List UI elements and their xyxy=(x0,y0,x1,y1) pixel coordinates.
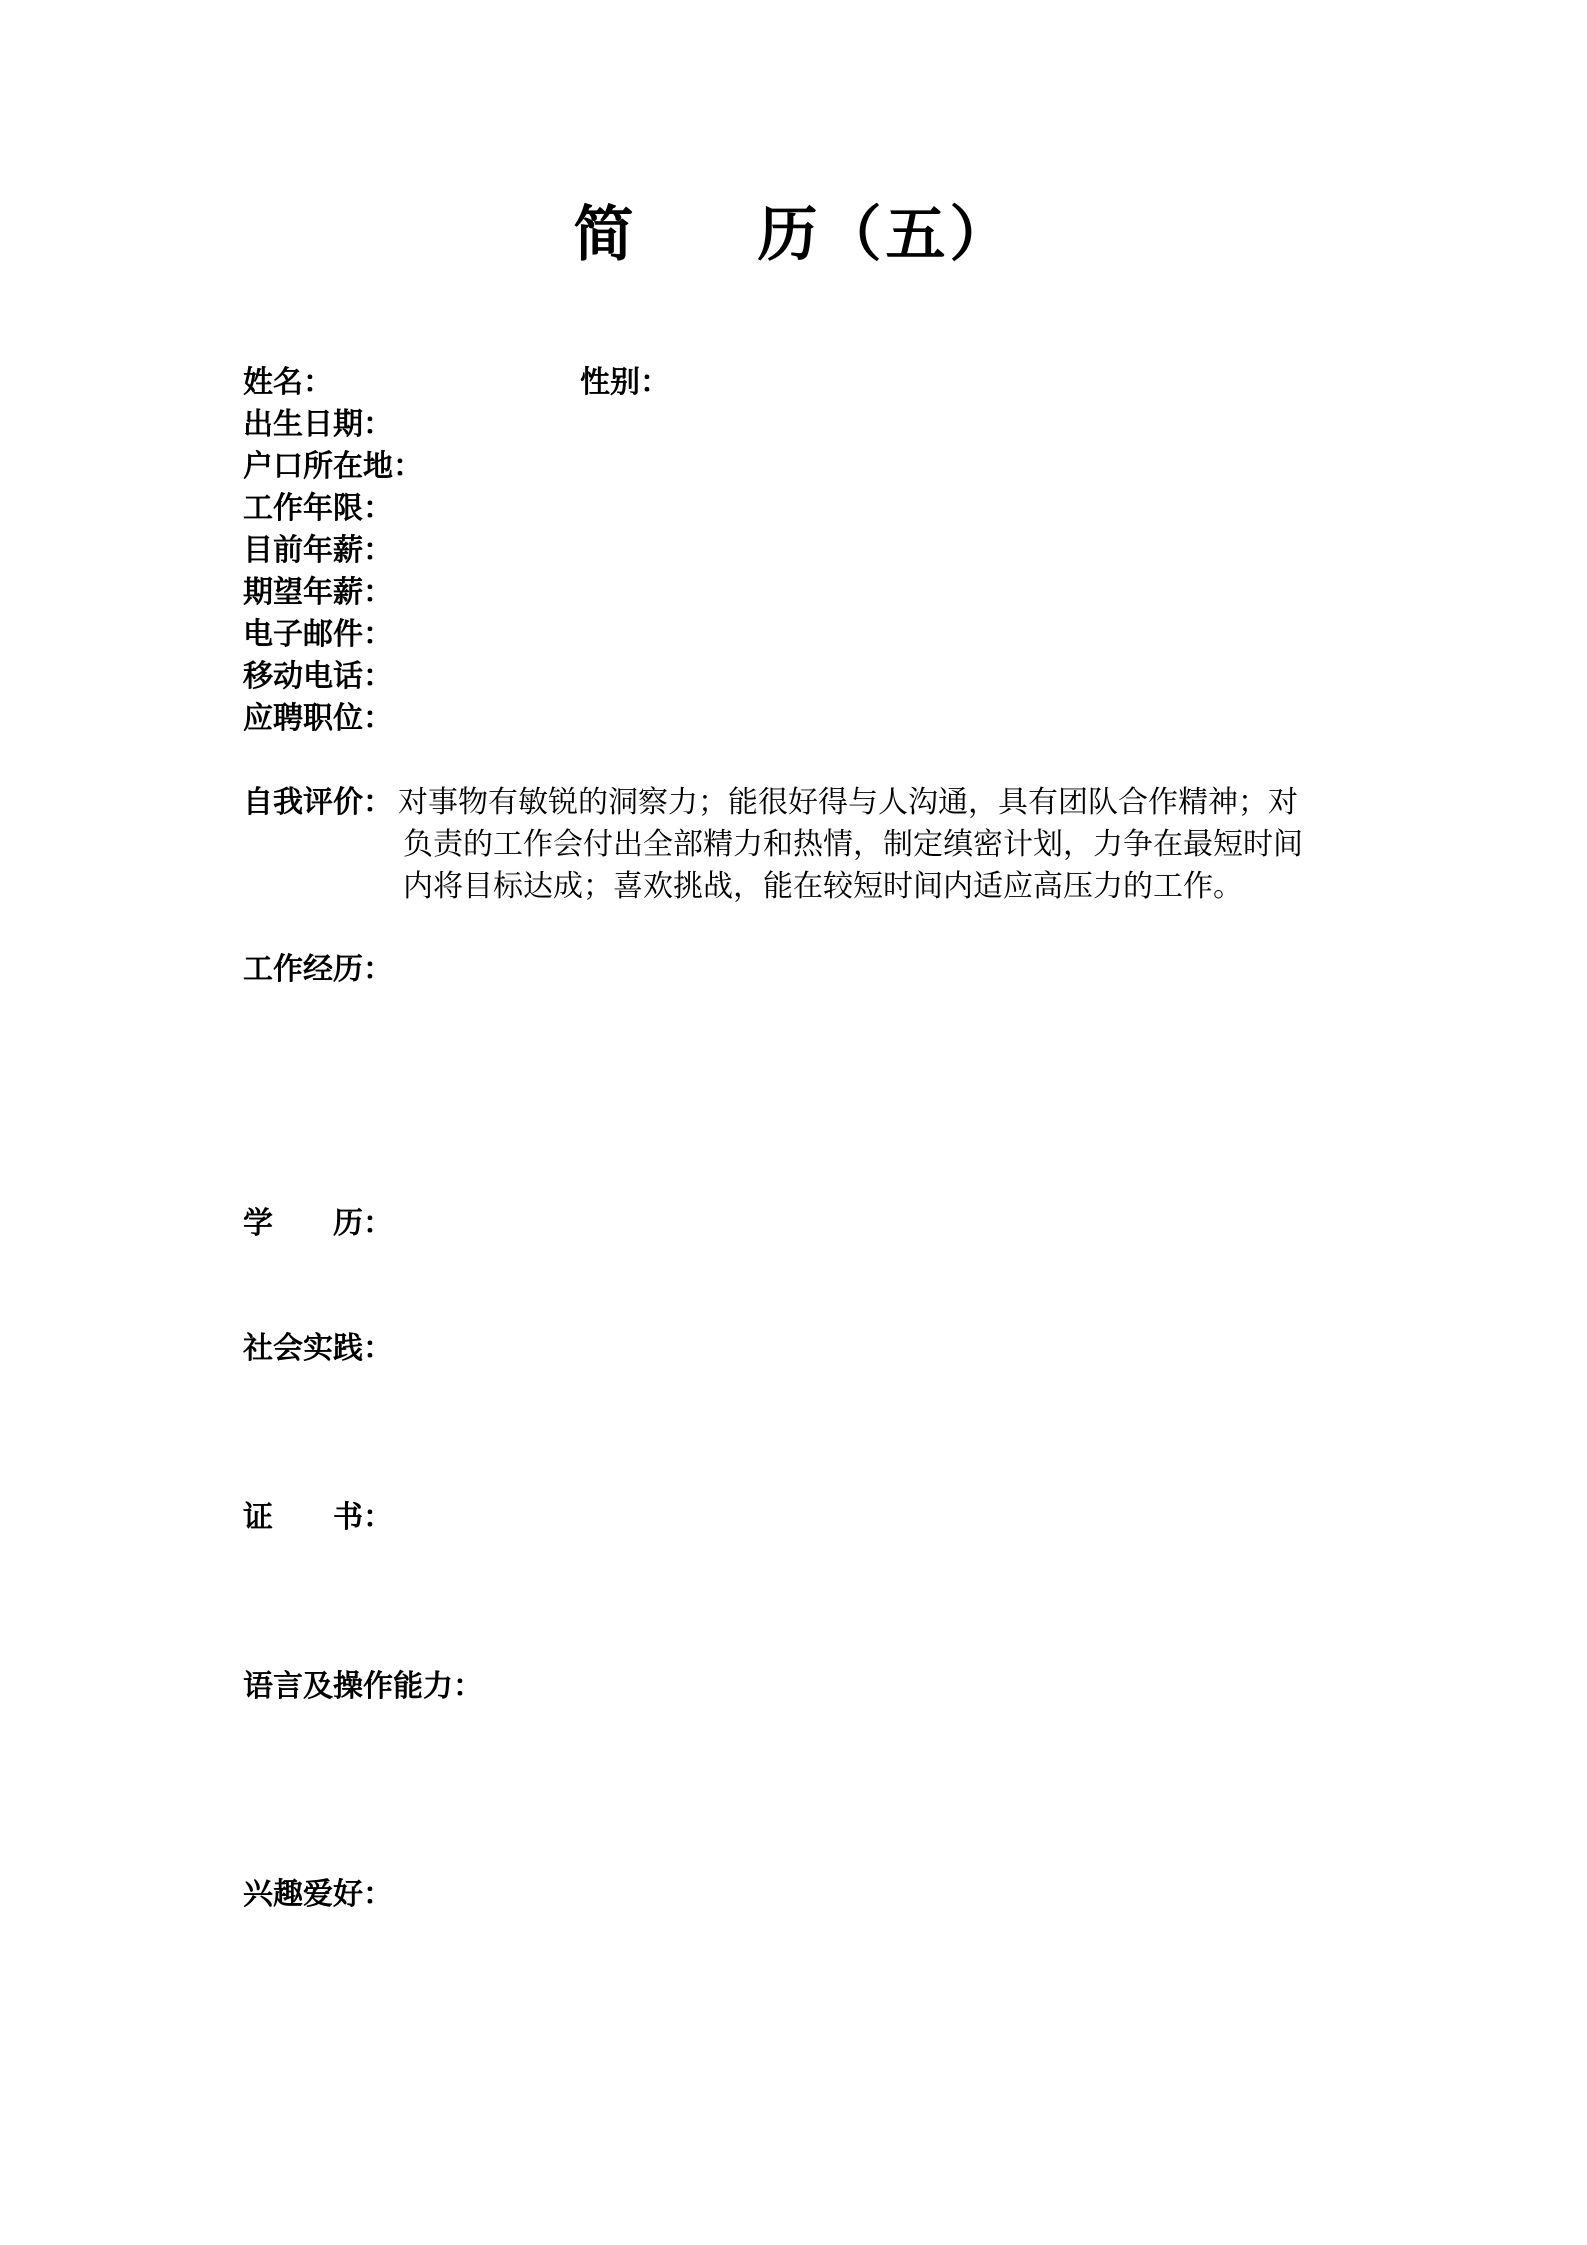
position-label: 应聘职位： xyxy=(243,701,393,736)
certificate-char-2: 书： xyxy=(333,1500,393,1535)
education-char-1: 学 xyxy=(243,1206,273,1241)
certificate-label xyxy=(243,1497,393,1539)
title-char-li: 历（五） xyxy=(757,200,1014,270)
hukou-label: 户口所在地： xyxy=(243,449,423,484)
email-label: 电子邮件： xyxy=(243,617,393,652)
self-eval-line-1: 对事物有敏锐的洞察力；能很好得与人沟通，具有团队合作精神；对 xyxy=(398,785,1298,820)
name-label: 姓名： xyxy=(243,365,333,400)
mobile-label: 移动电话： xyxy=(243,659,393,694)
page-title xyxy=(0,195,1587,275)
gender-label: 性别： xyxy=(580,365,670,400)
self-eval-line-3: 内将目标达成；喜欢挑战，能在较短时间内适应高压力的工作。 xyxy=(403,869,1243,904)
current-salary-label: 目前年薪： xyxy=(243,533,393,568)
title-char-jian: 简 xyxy=(573,200,638,270)
education-char-2: 历： xyxy=(333,1206,393,1241)
language-skills-label: 语言及操作能力： xyxy=(243,1669,483,1704)
self-eval-line-2: 负责的工作会付出全部精力和热情，制定缜密计划，力争在最短时间 xyxy=(403,827,1303,862)
expected-salary-label: 期望年薪： xyxy=(243,575,393,610)
certificate-char-1: 证 xyxy=(243,1500,273,1535)
birth-date-label: 出生日期： xyxy=(243,407,393,442)
work-years-label: 工作年限： xyxy=(243,491,393,526)
work-experience-label: 工作经历： xyxy=(243,952,393,987)
self-eval-label: 自我评价： xyxy=(243,785,393,820)
hobbies-label: 兴趣爱好： xyxy=(243,1877,393,1912)
education-label xyxy=(243,1203,393,1245)
social-practice-label: 社会实践： xyxy=(243,1331,393,1366)
